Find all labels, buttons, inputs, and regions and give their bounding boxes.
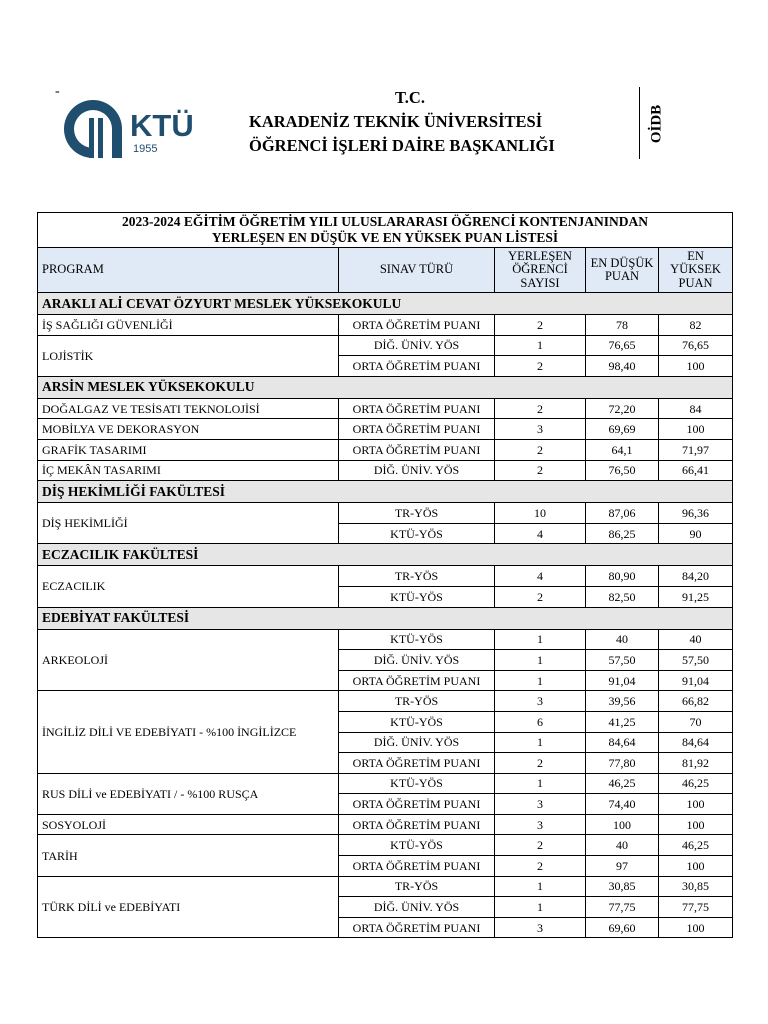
table-header-row <box>38 248 733 293</box>
table-row <box>38 691 733 712</box>
min-score: 77,80 <box>586 753 659 774</box>
placed-count: 1 <box>495 732 586 753</box>
placed-count: 3 <box>495 917 586 938</box>
min-score: 76,65 <box>586 335 659 356</box>
min-score: 77,75 <box>586 897 659 918</box>
program-name: İÇ MEKÂN TASARIMI <box>38 460 339 481</box>
min-score: 98,40 <box>586 356 659 377</box>
table-row <box>38 814 733 835</box>
logo-year: 1955 <box>133 143 158 155</box>
placed-count: 2 <box>495 856 586 877</box>
exam-type: ORTA ÖĞRETİM PUANI <box>339 356 495 377</box>
program-name: LOJİSTİK <box>38 335 339 376</box>
max-score: 81,92 <box>659 753 733 774</box>
min-score: 91,04 <box>586 670 659 691</box>
max-score: 96,36 <box>659 503 733 524</box>
faculty-row <box>38 481 733 503</box>
stray-dash: - <box>55 84 60 99</box>
max-score: 100 <box>659 814 733 835</box>
max-score: 40 <box>659 629 733 650</box>
faculty-name: ARAKLI ALİ CEVAT ÖZYURT MESLEK YÜKSEKOKULU <box>38 293 733 315</box>
placed-count: 4 <box>495 566 586 587</box>
ktu-emblem-icon <box>64 100 122 158</box>
faculty-name: ECZACILIK FAKÜLTESİ <box>38 544 733 566</box>
placed-count: 1 <box>495 897 586 918</box>
program-name: İNGİLİZ DİLİ VE EDEBİYATI - %100 İNGİLİZCE <box>38 691 339 773</box>
program-name: GRAFİK TASARIMI <box>38 439 339 460</box>
exam-type: ORTA ÖĞRETİM PUANI <box>339 398 495 419</box>
placed-count: 1 <box>495 773 586 794</box>
table-row <box>38 566 733 587</box>
logo-text: KTÜ <box>130 108 194 143</box>
max-score: 90 <box>659 523 733 544</box>
max-score: 70 <box>659 711 733 732</box>
placed-count: 2 <box>495 460 586 481</box>
max-score: 82 <box>659 315 733 336</box>
exam-type: ORTA ÖĞRETİM PUANI <box>339 439 495 460</box>
document-header <box>249 86 639 158</box>
table-row <box>38 503 733 524</box>
min-score: 69,60 <box>586 917 659 938</box>
min-score: 40 <box>586 835 659 856</box>
placed-count: 3 <box>495 691 586 712</box>
placed-count: 3 <box>495 794 586 815</box>
exam-type: DİĞ. ÜNİV. YÖS <box>339 732 495 753</box>
min-score: 46,25 <box>586 773 659 794</box>
max-score: 84 <box>659 398 733 419</box>
col-header-program: PROGRAM <box>38 248 339 293</box>
min-score: 40 <box>586 629 659 650</box>
max-score: 57,50 <box>659 650 733 671</box>
faculty-row <box>38 544 733 566</box>
program-name: MOBİLYA VE DEKORASYON <box>38 419 339 440</box>
faculty-name: EDEBİYAT FAKÜLTESİ <box>38 607 733 629</box>
min-score: 86,25 <box>586 523 659 544</box>
program-name: DOĞALGAZ VE TESİSATI TEKNOLOJİSİ <box>38 398 339 419</box>
placed-count: 1 <box>495 335 586 356</box>
table-row <box>38 315 733 336</box>
exam-type: KTÜ-YÖS <box>339 773 495 794</box>
min-score: 74,40 <box>586 794 659 815</box>
exam-type: ORTA ÖĞRETİM PUANI <box>339 315 495 336</box>
faculty-row <box>38 376 733 398</box>
program-name: ECZACILIK <box>38 566 339 607</box>
header-divider <box>639 87 640 159</box>
exam-type: ORTA ÖĞRETİM PUANI <box>339 814 495 835</box>
table-row <box>38 335 733 356</box>
col-header-min-score: EN DÜŞÜK PUAN <box>586 248 659 293</box>
placed-count: 2 <box>495 398 586 419</box>
max-score: 100 <box>659 917 733 938</box>
exam-type: DİĞ. ÜNİV. YÖS <box>339 650 495 671</box>
exam-type: TR-YÖS <box>339 876 495 897</box>
max-score: 84,64 <box>659 732 733 753</box>
placed-count: 4 <box>495 523 586 544</box>
col-header-exam-type: SINAV TÜRÜ <box>339 248 495 293</box>
exam-type: KTÜ-YÖS <box>339 586 495 607</box>
max-score: 91,04 <box>659 670 733 691</box>
max-score: 100 <box>659 856 733 877</box>
placed-count: 1 <box>495 876 586 897</box>
table-row <box>38 419 733 440</box>
placed-count: 3 <box>495 419 586 440</box>
max-score: 100 <box>659 356 733 377</box>
ktu-logo <box>60 96 210 162</box>
exam-type: KTÜ-YÖS <box>339 711 495 732</box>
program-name: DİŞ HEKİMLİĞİ <box>38 503 339 544</box>
program-name: TARİH <box>38 835 339 876</box>
min-score: 57,50 <box>586 650 659 671</box>
exam-type: ORTA ÖĞRETİM PUANI <box>339 419 495 440</box>
min-score: 100 <box>586 814 659 835</box>
max-score: 77,75 <box>659 897 733 918</box>
col-header-max-score: EN YÜKSEK PUAN <box>659 248 733 293</box>
min-score: 39,56 <box>586 691 659 712</box>
exam-type: KTÜ-YÖS <box>339 629 495 650</box>
placed-count: 10 <box>495 503 586 524</box>
exam-type: TR-YÖS <box>339 503 495 524</box>
exam-type: TR-YÖS <box>339 566 495 587</box>
placed-count: 1 <box>495 629 586 650</box>
placed-count: 2 <box>495 439 586 460</box>
table-row <box>38 835 733 856</box>
faculty-row <box>38 607 733 629</box>
header-line-department: ÖĞRENCİ İŞLERİ DAİRE BAŞKANLIĞI <box>249 136 555 155</box>
placed-count: 2 <box>495 356 586 377</box>
min-score: 41,25 <box>586 711 659 732</box>
min-score: 72,20 <box>586 398 659 419</box>
placed-count: 6 <box>495 711 586 732</box>
max-score: 71,97 <box>659 439 733 460</box>
max-score: 46,25 <box>659 773 733 794</box>
table-row <box>38 773 733 794</box>
exam-type: DİĞ. ÜNİV. YÖS <box>339 460 495 481</box>
max-score: 46,25 <box>659 835 733 856</box>
min-score: 30,85 <box>586 876 659 897</box>
min-score: 87,06 <box>586 503 659 524</box>
table-title-row <box>38 213 733 248</box>
col-header-placed-count: YERLEŞEN ÖĞRENCİ SAYISI <box>495 248 586 293</box>
exam-type: KTÜ-YÖS <box>339 523 495 544</box>
placed-count: 1 <box>495 670 586 691</box>
exam-type: ORTA ÖĞRETİM PUANI <box>339 794 495 815</box>
placed-count: 3 <box>495 814 586 835</box>
exam-type: ORTA ÖĞRETİM PUANI <box>339 917 495 938</box>
header-line-tc: T.C. <box>395 88 425 107</box>
table-row <box>38 629 733 650</box>
max-score: 91,25 <box>659 586 733 607</box>
program-name: RUS DİLİ ve EDEBİYATI / - %100 RUSÇA <box>38 773 339 814</box>
min-score: 84,64 <box>586 732 659 753</box>
faculty-name: ARSİN MESLEK YÜKSEKOKULU <box>38 376 733 398</box>
side-label: OİDB <box>648 104 665 144</box>
faculty-row <box>38 293 733 315</box>
placed-count: 2 <box>495 315 586 336</box>
max-score: 76,65 <box>659 335 733 356</box>
max-score: 66,41 <box>659 460 733 481</box>
exam-type: TR-YÖS <box>339 691 495 712</box>
exam-type: ORTA ÖĞRETİM PUANI <box>339 753 495 774</box>
placed-count: 1 <box>495 650 586 671</box>
min-score: 82,50 <box>586 586 659 607</box>
min-score: 97 <box>586 856 659 877</box>
exam-type: ORTA ÖĞRETİM PUANI <box>339 670 495 691</box>
min-score: 76,50 <box>586 460 659 481</box>
max-score: 30,85 <box>659 876 733 897</box>
faculty-name: DİŞ HEKİMLİĞİ FAKÜLTESİ <box>38 481 733 503</box>
max-score: 84,20 <box>659 566 733 587</box>
exam-type: KTÜ-YÖS <box>339 835 495 856</box>
table-row <box>38 876 733 897</box>
score-table <box>37 212 733 938</box>
program-name: SOSYOLOJİ <box>38 814 339 835</box>
max-score: 66,82 <box>659 691 733 712</box>
exam-type: DİĞ. ÜNİV. YÖS <box>339 897 495 918</box>
header-line-university: KARADENİZ TEKNİK ÜNİVERSİTESİ <box>249 112 543 131</box>
min-score: 80,90 <box>586 566 659 587</box>
max-score: 100 <box>659 419 733 440</box>
table-row <box>38 439 733 460</box>
min-score: 69,69 <box>586 419 659 440</box>
program-name: TÜRK DİLİ ve EDEBİYATI <box>38 876 339 938</box>
placed-count: 2 <box>495 586 586 607</box>
table-title: 2023-2024 EĞİTİM ÖĞRETİM YILI ULUSLARARASI ÖĞRENCİ KONTENJANINDAN YERLEŞEN EN DÜŞÜK VE EN YÜKSEK PUAN LİSTESİ <box>38 213 733 248</box>
min-score: 78 <box>586 315 659 336</box>
max-score: 100 <box>659 794 733 815</box>
exam-type: ORTA ÖĞRETİM PUANI <box>339 856 495 877</box>
min-score: 64,1 <box>586 439 659 460</box>
placed-count: 2 <box>495 753 586 774</box>
program-name: ARKEOLOJİ <box>38 629 339 691</box>
placed-count: 2 <box>495 835 586 856</box>
exam-type: DİĞ. ÜNİV. YÖS <box>339 335 495 356</box>
table-row <box>38 398 733 419</box>
program-name: İŞ SAĞLIĞI GÜVENLİĞİ <box>38 315 339 336</box>
table-row <box>38 460 733 481</box>
